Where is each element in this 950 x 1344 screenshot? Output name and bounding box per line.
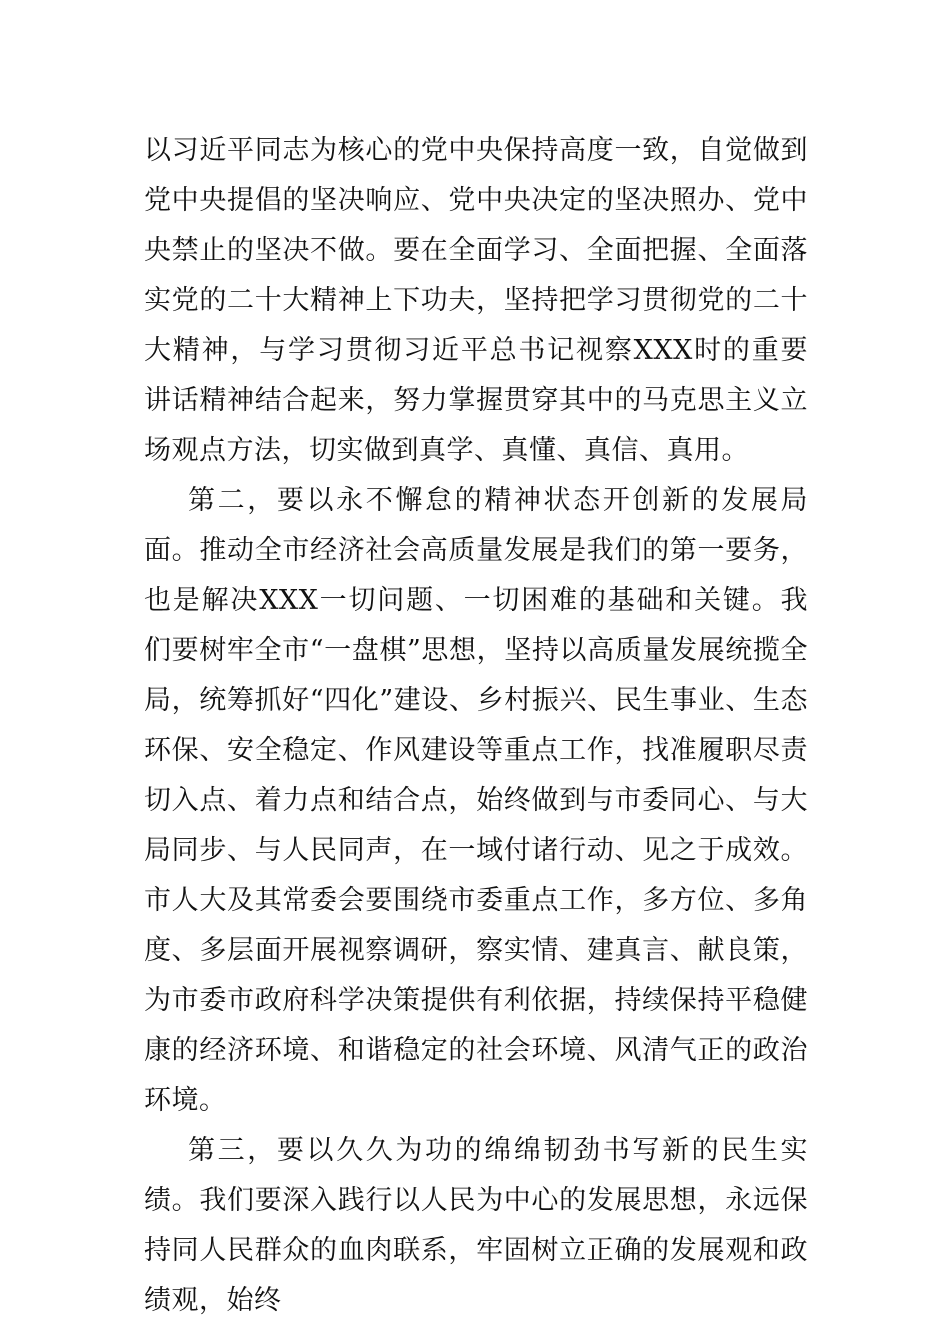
paragraph-continuation: 以习近平同志为核心的党中央保持高度一致，自觉做到党中央提倡的坚决响应、党中央决定的坚决照办、党中央禁止的坚决不做。要在全面学习、全面把握、全面落实党的二十大精神上下功夫，坚持把学习贯彻党的二十大精神，与学习贯彻习近平总书记视察XXX时的重要讲话精神结合起来，努力掌握贯穿其中的马克思主义立场观点方法，切实做到真学、真懂、真信、真用。 (144, 135, 808, 466)
document-body (144, 126, 808, 1326)
paragraph-third-point: 第三，要以久久为功的绵绵韧劲书写新的民生实绩。我们要深入践行以人民为中心的发展思想，永远保持同人民群众的血肉联系，牢固树立正确的发展观和政绩观，始终 (144, 1135, 808, 1316)
paragraph-second-point: 第二，要以永不懈怠的精神状态开创新的发展局面。推动全市经济社会高质量发展是我们的第一要务，也是解决XXX一切问题、一切困难的基础和关键。我们要树牢全市“一盘棋”思想，坚持以高质量发展统揽全局，统筹抓好“四化”建设、乡村振兴、民生事业、生态环保、安全稳定、作风建设等重点工作，找准履职尽责切入点、着力点和结合点，始终做到与市委同心、与大局同步、与人民同声，在一域付诸行动、见之于成效。市人大及其常委会要围绕市委重点工作，多方位、多角度、多层面开展视察调研，察实情、建真言、献良策，为市委市政府科学决策提供有利依据，持续保持平稳健康的经济环境、和谐稳定的社会环境、风清气正的政治环境。 (144, 485, 808, 1116)
